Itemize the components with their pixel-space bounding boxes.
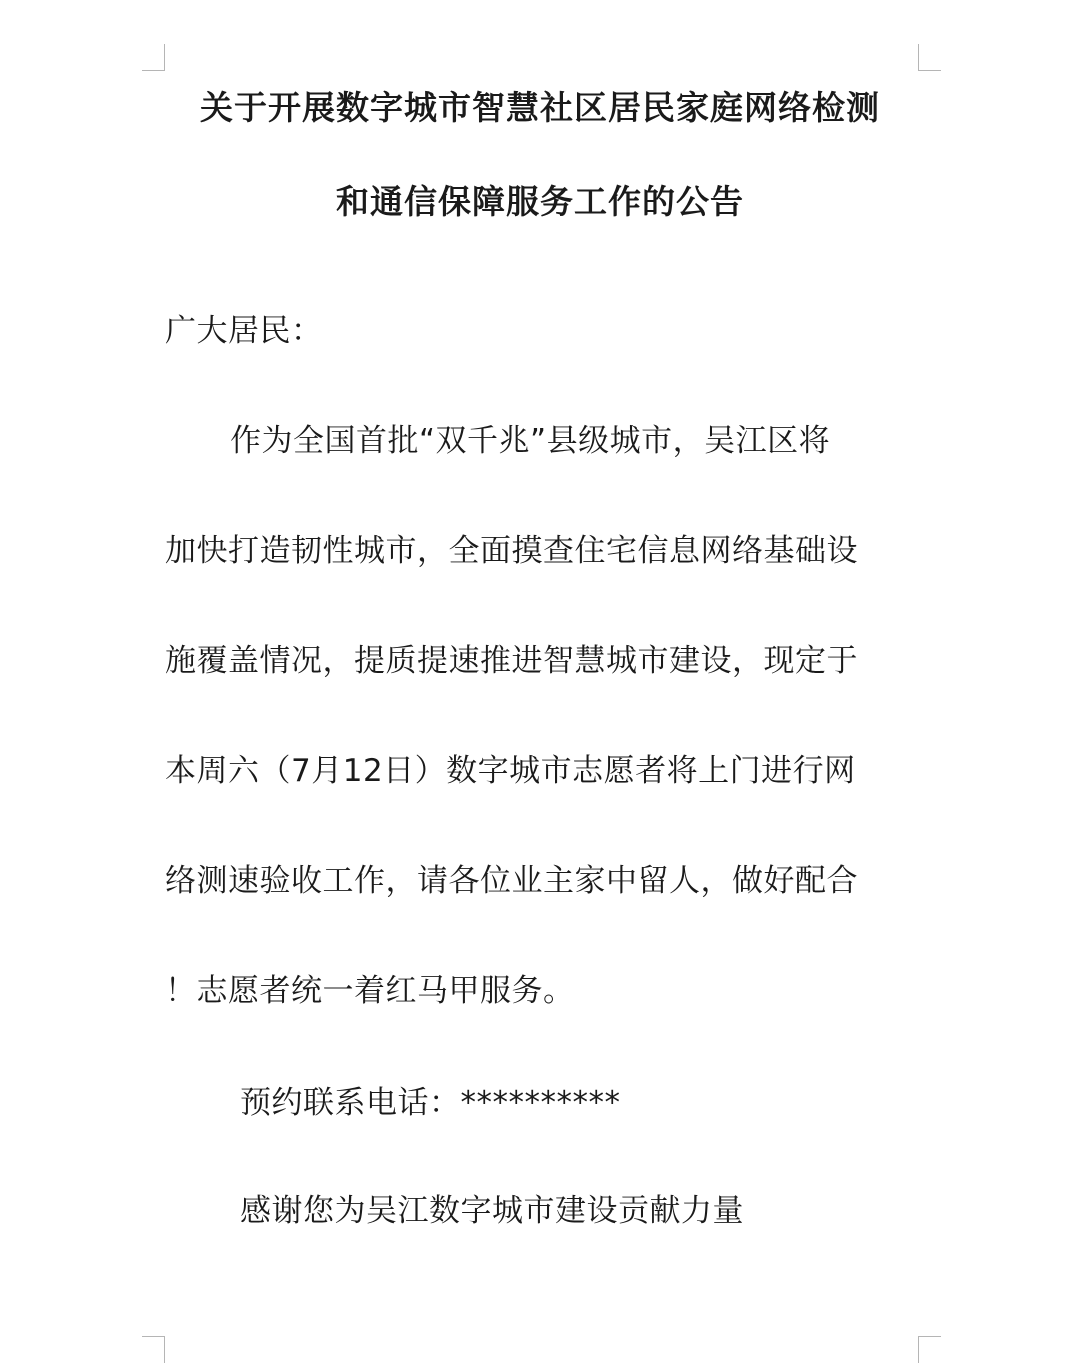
body-line-5: 络测速验收工作，请各位业主家中留人，做好配合 <box>165 863 858 899</box>
notice-title-line-1: 关于开展数字城市智慧社区居民家庭网络检测 <box>200 88 880 127</box>
body-line-3: 施覆盖情况，提质提速推进智慧城市建设，现定于 <box>165 643 858 679</box>
salutation: 广大居民： <box>165 313 323 349</box>
body-line-2: 加快打造韧性城市，全面摸查住宅信息网络基础设 <box>165 533 858 569</box>
page-corner-top-left <box>142 44 165 71</box>
page-corner-bottom-left <box>142 1336 165 1363</box>
contact-phone-line: 预约联系电话：********** <box>240 1085 621 1121</box>
thanks-line: 感谢您为吴江数字城市建设贡献力量 <box>240 1193 744 1229</box>
page-corner-top-right <box>918 44 941 71</box>
page-corner-bottom-right <box>918 1336 941 1363</box>
body-line-6: ！志愿者统一着红马甲服务。 <box>165 973 575 1009</box>
body-line-1: 作为全国首批“双千兆”县级城市，吴江区将 <box>230 423 831 459</box>
notice-title-line-2: 和通信保障服务工作的公告 <box>336 182 744 221</box>
body-line-4: 本周六（7月12日）数字城市志愿者将上门进行网 <box>165 753 856 789</box>
